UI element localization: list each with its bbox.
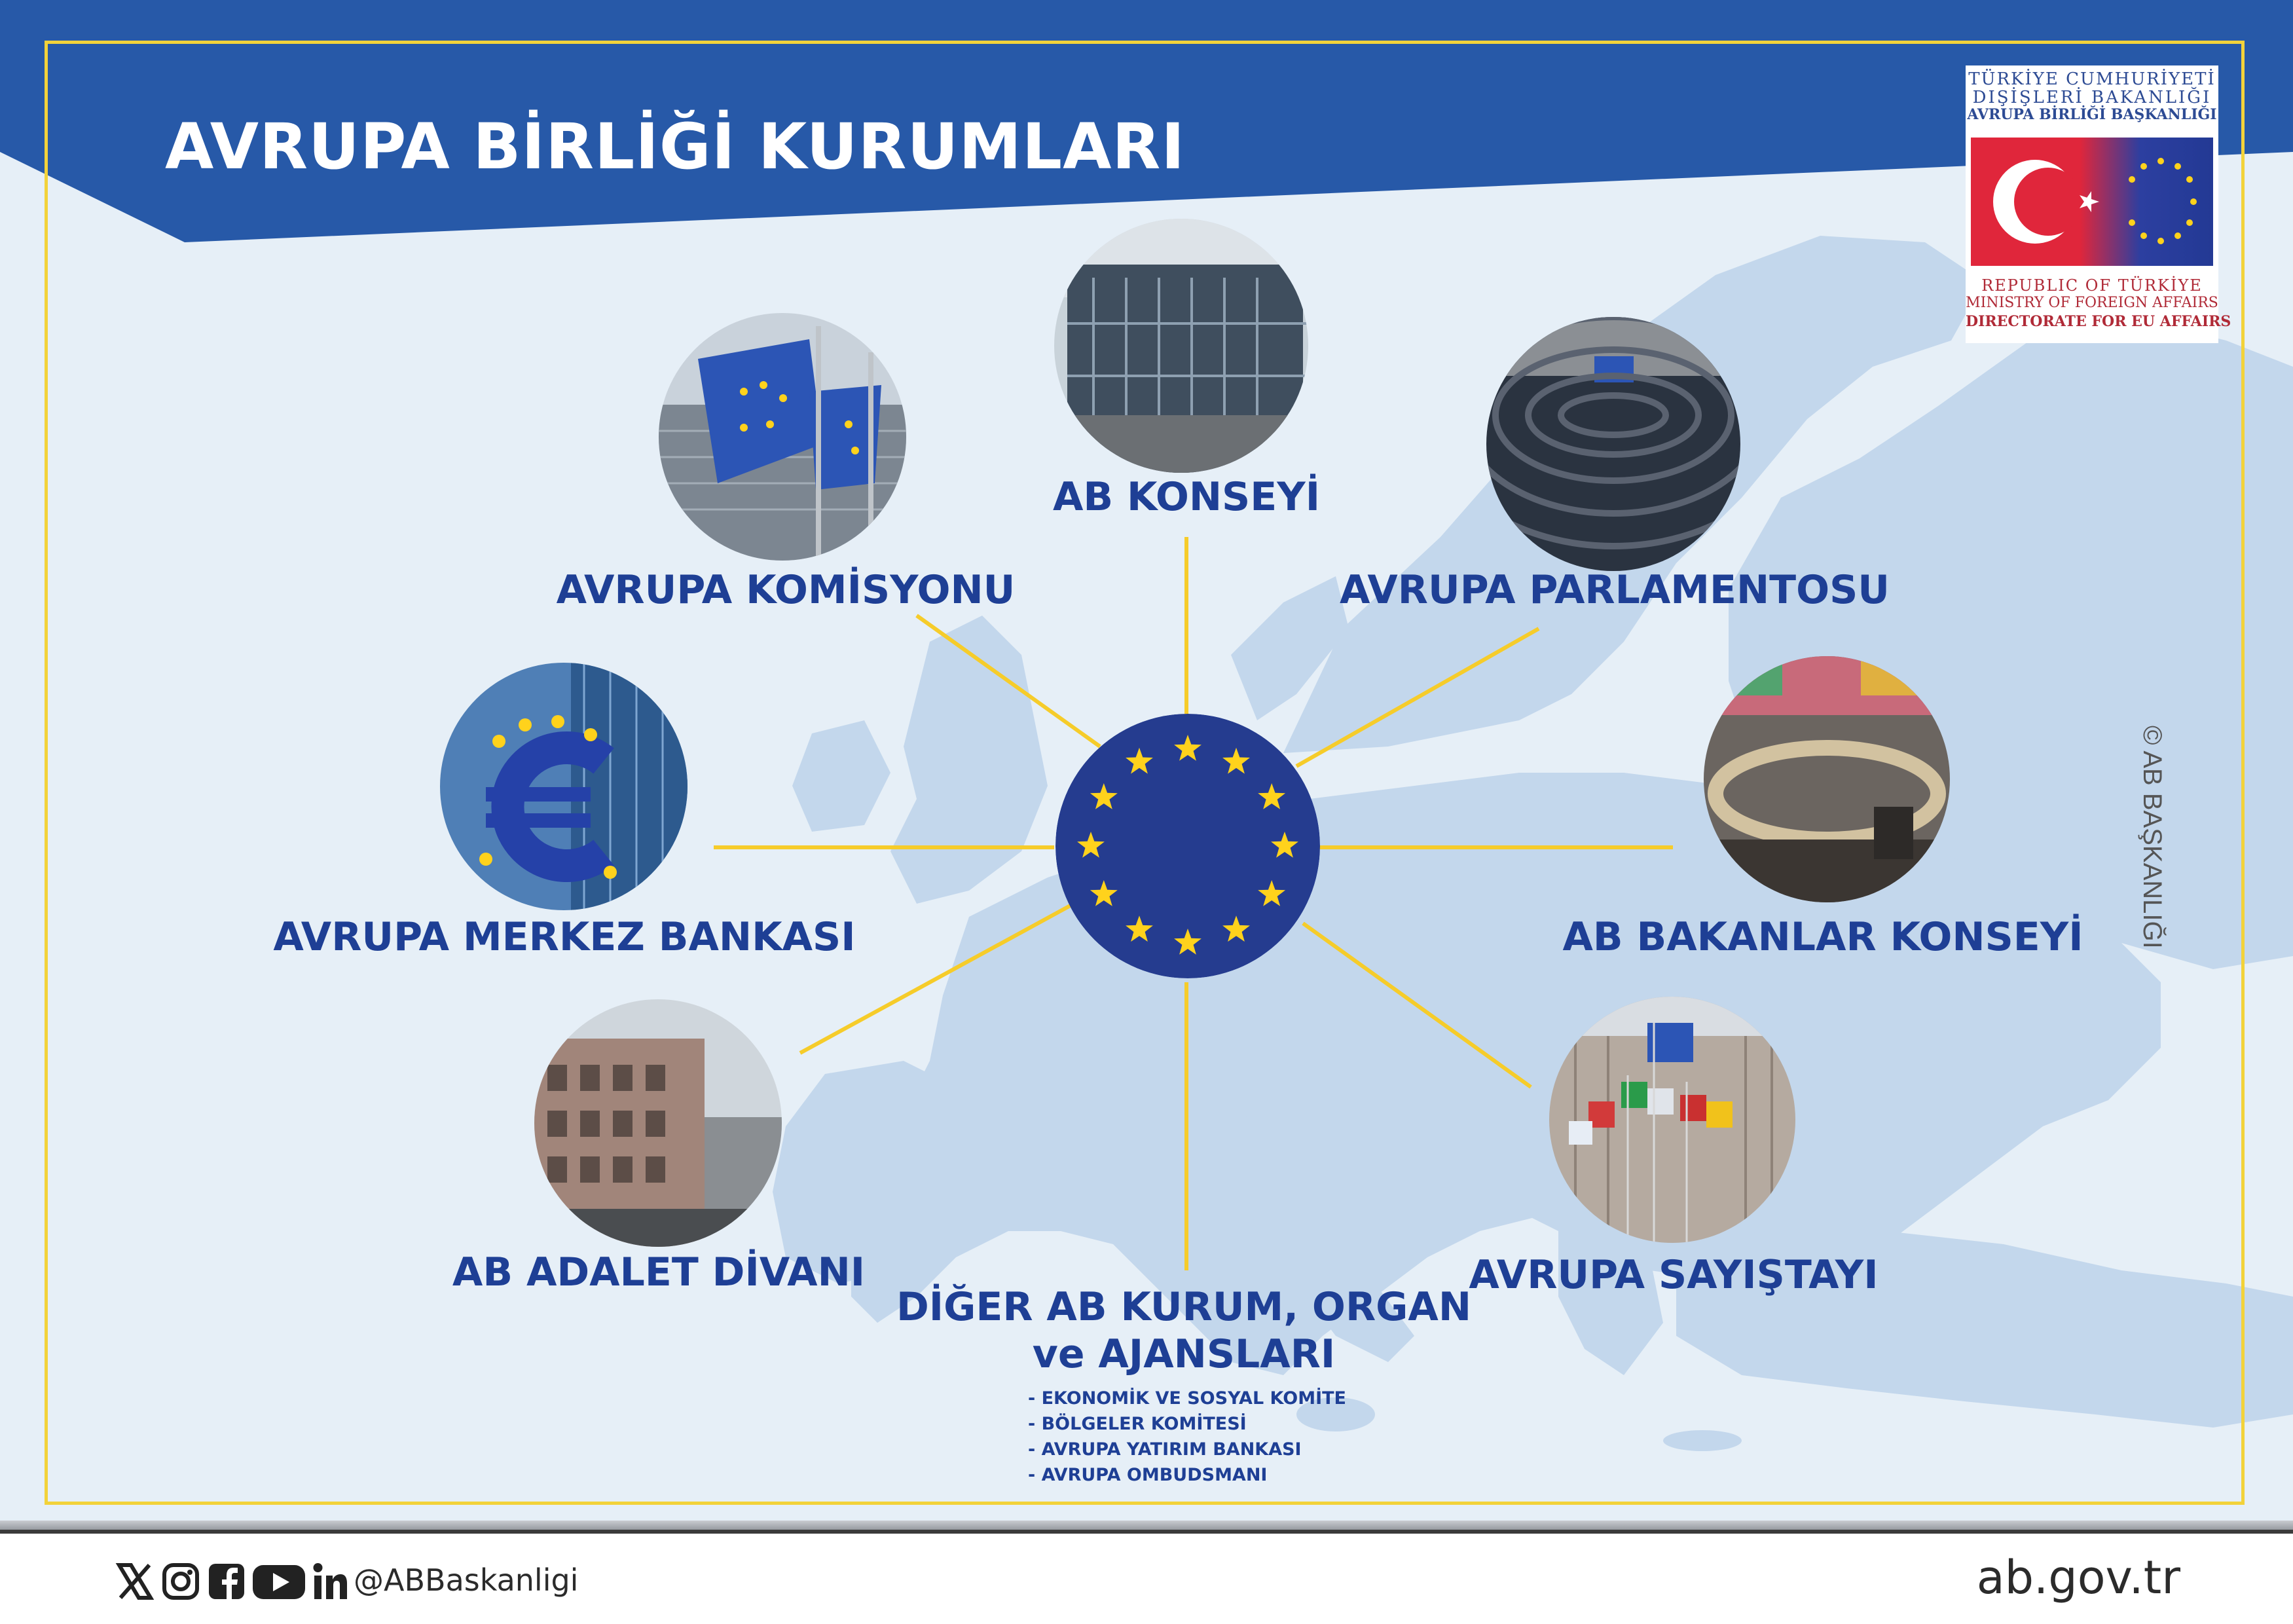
label-avrupa-merkez-bankasi: AVRUPA MERKEZ BANKASI [273, 914, 856, 960]
footer-bar [0, 1530, 2293, 1624]
svg-text:© AB BAŞKANLIĞI: © AB BAŞKANLIĞI [2138, 726, 2167, 949]
connector-line-top-left [917, 616, 1100, 747]
label-diger-line2: ve AJANSLARI [1032, 1331, 1336, 1377]
label-ab-konseyi: AB KONSEYİ [1052, 474, 1321, 520]
court-of-auditors-flags-photo [1549, 997, 1795, 1243]
youtube-icon[interactable] [251, 1561, 306, 1602]
logo-line-5: MINISTRY OF FOREIGN AFFAIRS [1966, 295, 2218, 311]
logo-line-2: DIŞİŞLERİ BAKANLIĞI [1972, 88, 2212, 107]
connector-line-bottom-right [1303, 923, 1531, 1087]
euro-sign-sculpture-photo [440, 663, 688, 910]
logo-line-1: TÜRKİYE CUMHURİYETİ [1968, 69, 2216, 89]
eu-flag-circle [1055, 714, 1320, 978]
logo-line-3: AVRUPA BİRLİĞİ BAŞKANLIĞI [1967, 106, 2217, 123]
court-of-justice-building-photo [534, 999, 782, 1247]
other-body-item: - AVRUPA OMBUDSMANI [1028, 1465, 1268, 1485]
x-icon[interactable] [115, 1561, 155, 1602]
connector-line-top-right [1296, 629, 1539, 766]
label-avrupa-komisyonu: AVRUPA KOMİSYONU [556, 567, 1016, 613]
other-body-item: - EKONOMİK VE SOSYAL KOMİTE [1028, 1388, 1346, 1409]
social-handle[interactable]: @ABBaskanligi [354, 1562, 579, 1598]
logo-line-6: DIRECTORATE FOR EU AFFAIRS [1966, 313, 2231, 330]
parliament-hemicycle-photo [1486, 317, 1740, 571]
label-ab-adalet-divani: AB ADALET DİVANI [452, 1249, 866, 1295]
linkedin-icon[interactable] [312, 1561, 348, 1602]
website-link[interactable]: ab.gov.tr [1976, 1551, 2180, 1604]
turkey-eu-flag-icon [1971, 138, 2213, 266]
copyright-vertical [2124, 720, 2176, 956]
label-diger-ab-kurumlari [896, 1283, 1471, 1378]
other-body-item: - BÖLGELER KOMİTESİ [1028, 1414, 1247, 1434]
ministry-logo [1966, 65, 2231, 343]
facebook-icon[interactable] [207, 1561, 246, 1602]
page-title: AVRUPA BİRLİĞİ KURUMLARI [165, 110, 1186, 183]
other-body-item: - AVRUPA YATIRIM BANKASI [1028, 1439, 1302, 1460]
council-meeting-photo [1704, 656, 1950, 902]
label-diger-line1: DİĞER AB KURUM, ORGAN [896, 1284, 1472, 1330]
council-building-photo [1054, 219, 1308, 473]
label-ab-bakanlar-konseyi: AB BAKANLAR KONSEYİ [1562, 914, 2083, 960]
label-avrupa-parlamentosu: AVRUPA PARLAMENTOSU [1339, 567, 1890, 613]
label-avrupa-sayistayi: AVRUPA SAYIŞTAYI [1469, 1252, 1879, 1298]
instagram-icon[interactable] [161, 1561, 200, 1602]
logo-line-4: REPUBLIC OF TÜRKİYE [1981, 276, 2203, 295]
eu-stars-icon [1055, 714, 1320, 978]
eu-flags-commission-photo [659, 313, 906, 561]
other-bodies-list [1028, 1386, 1346, 1488]
